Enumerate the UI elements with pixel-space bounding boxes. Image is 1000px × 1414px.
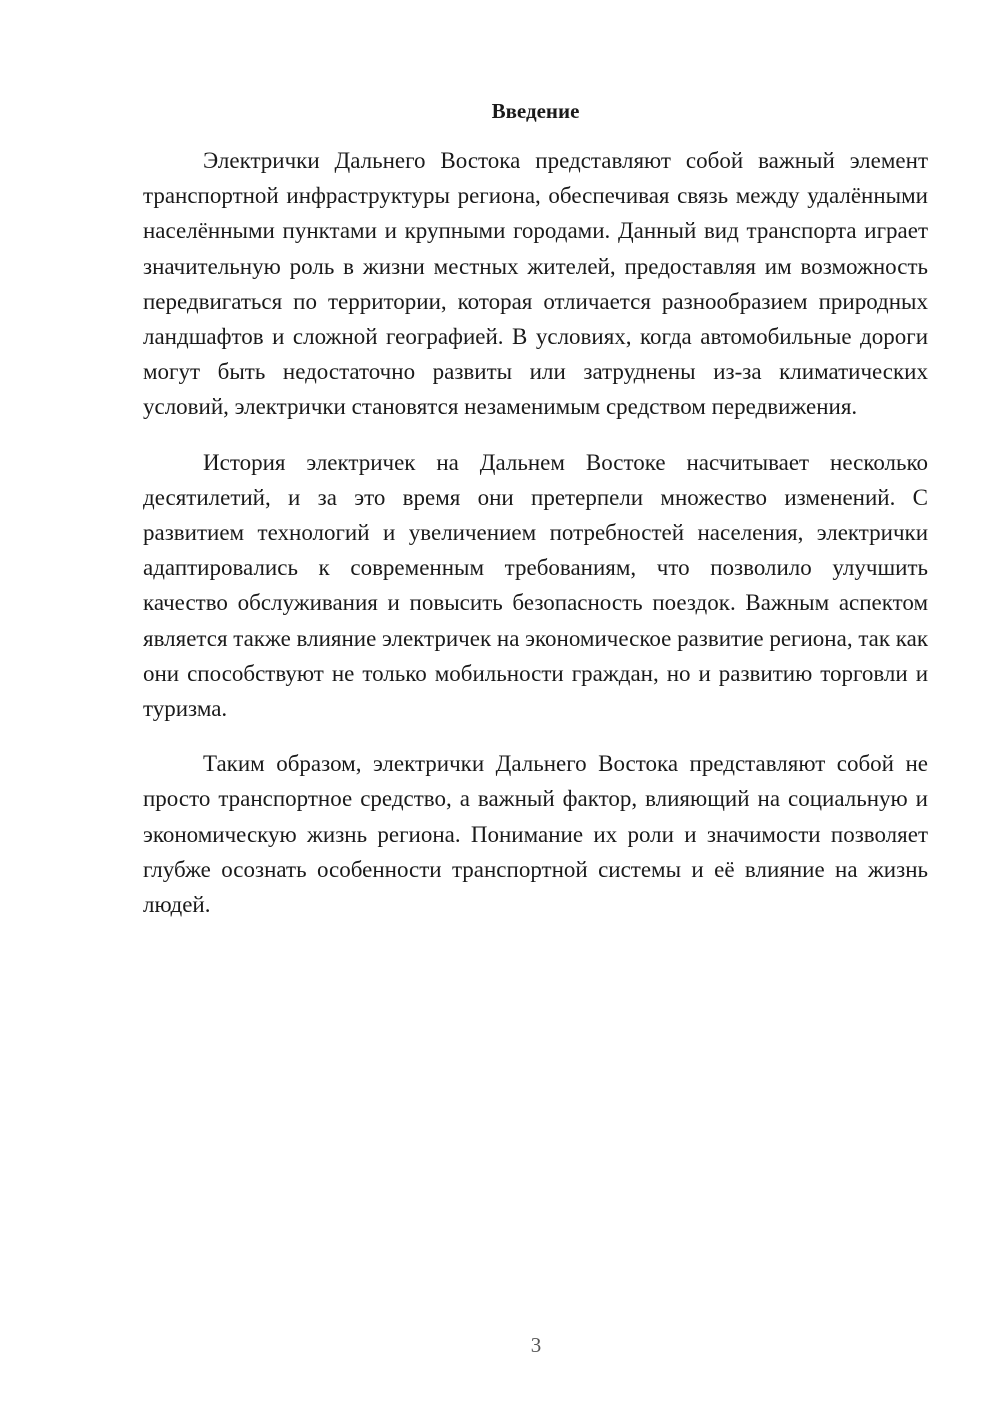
paragraph-3: Таким образом, электрички Дальнего Востока представляют собой не просто транспортное средство, а важный фактор, влияющий на социальную и экономическую жизнь региона. Понимание их роли и значимости позволяет глубже осознать особенности транспортной системы и её влияние на жизнь людей. bbox=[143, 751, 928, 918]
paragraph-1: Электрички Дальнего Востока представляют собой важный элемент транспортной инфраструктуры региона, обеспечивая связь между удалёнными населёнными пунктами и крупными городами. Данный вид транспорта играет значительную роль в жизни местных жителей, предоставляя им возможность передвигаться по территории, которая отличается разнообразием природных ландшафтов и сложной географией. В условиях, когда автомобильные дороги могут быть недостаточно развиты или затруднены из-за климатических условий, электрички становятся незаменимым средством передвижения. bbox=[143, 148, 928, 420]
section-title: Введение bbox=[491, 99, 580, 123]
paragraph-2: История электричек на Дальнем Востоке насчитывает несколько десятилетий, и за это время они претерпели множество изменений. С развитием технологий и увеличением потребностей населения, электрички адаптировались к современным требованиям, что позволило улучшить качество обслуживания и повысить безопасность поездок. Важным аспектом является также влияние электричек на экономическое развитие региона, так как они способствуют не только мобильности граждан, но и развитию торговли и туризма. bbox=[143, 449, 928, 722]
page-number: 3 bbox=[530, 1333, 542, 1357]
body-text bbox=[143, 143, 928, 942]
